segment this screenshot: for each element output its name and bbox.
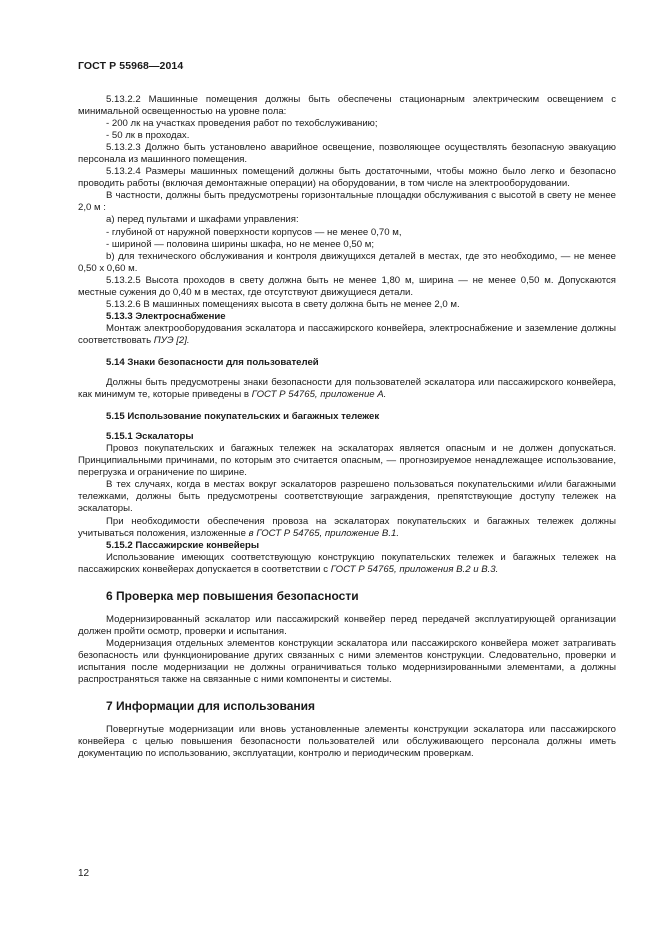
paragraph: 5.13.2.6 В машинных помещениях высота в свету должна быть не менее 2,0 м. <box>106 298 460 310</box>
section-heading: 6 Проверка мер повышения безопасности <box>106 588 359 603</box>
paragraph <box>78 377 616 401</box>
document-header: ГОСТ Р 55968—2014 <box>78 60 184 72</box>
paragraph <box>78 323 616 347</box>
paragraph: 5.13.2.5 Высота проходов в свету должна быть не менее 1,80 м, ширина — не менее 0,50 м. Допускаются местные сужения до 0,40 м в местах, где отсутствуют движущиеся детали. <box>78 274 616 298</box>
list-item: b) для технического обслуживания и контроля движущихся деталей в местах, где это необходимо, — не менее 0,50 х 0,60 м. <box>78 250 616 274</box>
list-item: - глубиной от наружной поверхности корпусов — не менее 0,70 м, <box>106 226 402 238</box>
reference: ПУЭ [2]. <box>153 334 190 346</box>
paragraph: Модернизированный эскалатор или пассажирский конвейер перед передачей эксплуатирующей организации должен пройти осмотр, проверки и испытания. <box>78 613 616 637</box>
paragraph-text: Должны быть предусмотрены знаки безопасности для пользователей эскалатора или пассажирского конвейера, как минимум те, которые приведены в <box>78 377 616 401</box>
subsection-heading: 5.15.1 Эскалаторы <box>106 431 194 443</box>
document-body <box>78 94 616 760</box>
paragraph: 5.13.2.2 Машинные помещения должны быть обеспечены стационарным электрическим освещением с минимальной освещенностью на уровне пола: <box>78 94 616 118</box>
section-heading: 7 Информации для использования <box>106 699 316 714</box>
list-item: а) перед пультами и шкафами управления: <box>106 214 299 226</box>
paragraph <box>78 552 616 576</box>
subsection-heading: 5.15.2 Пассажирские конвейеры <box>106 539 260 551</box>
paragraph: В тех случаях, когда в местах вокруг эскалаторов разрешено пользоваться покупательскими и/или багажными тележками, должны быть предусмотрены соответствующие заграждения, препятствующие доступу тележек на эскалаторы. <box>78 479 616 515</box>
paragraph-text: Монтаж электрооборудования эскалатора и пассажирского конвейера, электроснабжение и заземление должны соответствовать <box>78 322 616 346</box>
reference: ГОСТ Р 54765, приложение А. <box>251 389 387 401</box>
paragraph-text: Использование имеющих соответствующую конструкцию покупательских тележек и багажных тележек на пассажирских конвейерах допускается в соответствии с <box>78 551 616 575</box>
paragraph: 5.13.2.4 Размеры машинных помещений должны быть достаточными, чтобы можно было легко и безопасно проводить работы (включая демонтажные операции) на оборудовании, в том числе на электрооборудовании. <box>78 166 616 190</box>
list-item: - 200 лк на участках проведения работ по техобслуживанию; <box>106 118 378 130</box>
section-heading: 5.14 Знаки безопасности для пользователей <box>106 356 319 368</box>
section-heading: 5.15 Использование покупательских и багажных тележек <box>106 411 380 423</box>
list-item: - шириной — половина ширины шкафа, но не менее 0,50 м; <box>106 238 375 250</box>
paragraph: 5.13.2.3 Должно быть установлено аварийное освещение, позволяющее осуществлять безопасную эвакуацию персонала из машинного помещения. <box>78 142 616 166</box>
paragraph: Провоз покупательских и багажных тележек на эскалаторах является опасным и не должен допускаться. Принципиальными причинами, по которым это считается опасным, — прогнозируемое ненадлежащее использование, перегрузка и ограничение по ширине. <box>78 443 616 479</box>
paragraph: Повергнутые модернизации или вновь установленные элементы конструкции эскалатора или пассажирского конвейера с целью повышения безопасности пользователей или обслуживающего персонала должны иметь документацию по использованию, эксплуатации, контролю и периодическим проверкам. <box>78 724 616 760</box>
paragraph: Модернизация отдельных элементов конструкции эскалатора или пассажирского конвейера может затрагивать безопасность или функционирование других связанных с ними элементов конструкции. Следовательно, проверки и испытания после модернизации не должны ограничиваться только модернизированными элементами, а должны распространяться также на связанные с ними компоненты и системы. <box>78 637 616 685</box>
list-item: - 50 лк в проходах. <box>106 130 190 142</box>
reference: ГОСТ Р 54765, приложения В.2 и В.3. <box>330 563 499 575</box>
paragraph: В частности, должны быть предусмотрены горизонтальные площадки обслуживания с высотой в свету не менее 2,0 м : <box>78 190 616 214</box>
page-number: 12 <box>78 868 90 879</box>
paragraph <box>78 516 616 540</box>
reference: в ГОСТ Р 54765, приложение В.1. <box>248 527 399 539</box>
subsection-heading: 5.13.3 Электроснабжение <box>106 310 226 322</box>
paragraph-text: При необходимости обеспечения провоза на эскалаторах покупательских и багажных тележек должны учитываться положения, изложенные <box>78 515 616 539</box>
